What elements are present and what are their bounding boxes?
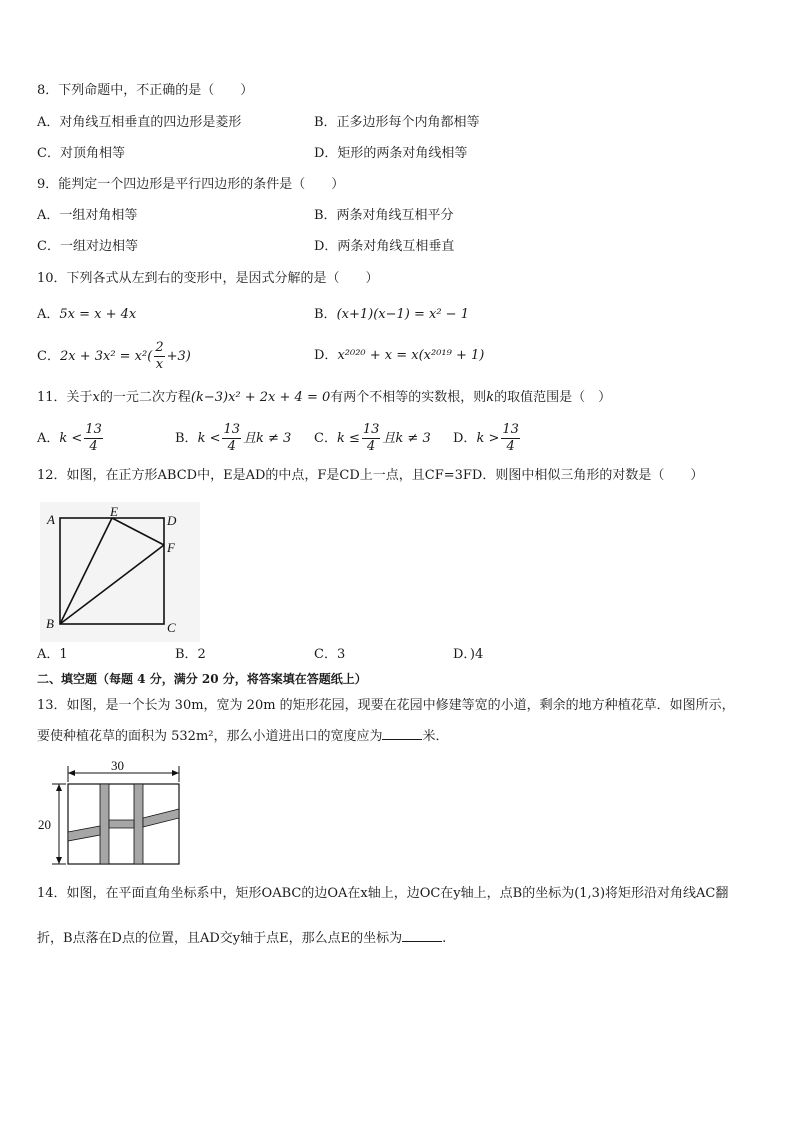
option-label: A． bbox=[37, 307, 60, 322]
q13-line2 bbox=[37, 727, 449, 746]
q12-square-figure bbox=[40, 502, 200, 642]
fraction-numerator: 13 bbox=[502, 422, 519, 437]
option-label: D． bbox=[453, 431, 477, 446]
option-label: B． bbox=[314, 307, 337, 322]
fraction-denominator: x bbox=[155, 357, 164, 372]
q9-option-b: B．两条对角线互相平分 bbox=[314, 208, 454, 223]
label-b: B bbox=[46, 616, 54, 631]
math-expression: k ≤ bbox=[336, 431, 360, 446]
vertical-path bbox=[134, 784, 143, 864]
stem-text: 的取值范围是（ ） bbox=[494, 390, 612, 405]
math-expression: k > bbox=[476, 431, 500, 446]
q9-option-d: D．两条对角线互相垂直 bbox=[314, 239, 455, 254]
q10-option-d bbox=[314, 347, 484, 365]
q8-stem: 8．下列命题中，不正确的是（ ） bbox=[37, 83, 254, 98]
q10-option-b bbox=[314, 306, 469, 324]
q10-option-a bbox=[37, 306, 136, 324]
q11-stem bbox=[37, 389, 611, 407]
fraction-denominator: 4 bbox=[227, 439, 236, 454]
q14-line2 bbox=[37, 929, 446, 948]
stem-text: 折，B点落在D点的位置，且AD交y轴于点E，那么点E的坐标为 bbox=[37, 931, 403, 946]
q11-option-c bbox=[314, 422, 431, 456]
answer-blank bbox=[382, 727, 422, 740]
stem-text: 有两个不相等的实数根，则 bbox=[330, 390, 487, 405]
label-c: C bbox=[167, 620, 176, 635]
fraction-denominator: 4 bbox=[506, 439, 515, 454]
q8-option-c: C．对顶角相等 bbox=[37, 146, 125, 161]
label-d: D bbox=[167, 513, 177, 528]
stem-text: 的一元二次方程 bbox=[99, 390, 191, 405]
fraction bbox=[84, 422, 103, 455]
fraction bbox=[362, 422, 381, 455]
q14-line1: 14．如图，在平面直角坐标系中，矩形OABC的边OA在x轴上，边OC在y轴上，点B的坐标为(1,3)将矩形沿对角线AC翻 bbox=[37, 886, 729, 901]
fraction bbox=[154, 340, 164, 373]
q8-option-d: D．矩形的两条对角线相等 bbox=[314, 146, 468, 161]
option-label: A． bbox=[37, 431, 60, 446]
q8-option-a: A．对角线互相垂直的四边形是菱形 bbox=[37, 115, 242, 130]
q8-option-b: B．正多边形每个内角都相等 bbox=[314, 115, 480, 130]
label-a: A bbox=[47, 512, 55, 527]
fraction-numerator: 2 bbox=[155, 340, 164, 355]
fraction-denominator: 4 bbox=[366, 439, 376, 454]
q12-option-c: C．3 bbox=[314, 647, 346, 662]
fraction-numerator: 13 bbox=[85, 422, 102, 437]
vertical-path bbox=[100, 784, 109, 864]
q11-option-a bbox=[37, 422, 105, 456]
math-expression: +3) bbox=[166, 349, 191, 364]
q13-garden-figure bbox=[38, 756, 188, 868]
stem-text: . bbox=[442, 931, 447, 946]
math-expression: 2x + 3x² = x²( bbox=[59, 349, 153, 364]
section-heading: 二、填空题（每题 4 分，满分 20 分，将答案填在答题纸上） bbox=[37, 672, 367, 686]
option-label: C． bbox=[37, 349, 60, 364]
fraction-numerator: 13 bbox=[223, 422, 241, 437]
math-expression: 5x = x + 4x bbox=[59, 307, 137, 322]
equation: (k−3)x² + 2x + 4 = 0 bbox=[190, 390, 331, 405]
math-expression: x²⁰²⁰ + x = x(x²⁰¹⁹ + 1) bbox=[337, 348, 485, 363]
q10-option-c bbox=[37, 340, 191, 374]
q9-option-a: A．一组对角相等 bbox=[37, 208, 138, 223]
variable: x bbox=[92, 390, 100, 405]
option-label: B． bbox=[175, 431, 198, 446]
label-f: F bbox=[167, 540, 175, 555]
stem-text: 米． bbox=[422, 729, 449, 744]
q11-option-d bbox=[453, 422, 522, 456]
fraction bbox=[222, 422, 241, 455]
q13-line1: 13．如图，是一个长为 30m，宽为 20m 的矩形花园，现要在花园中修建等宽的小道，剩余的地方种植花草．如图所示， bbox=[37, 698, 735, 713]
q12-stem: 12．如图，在正方形ABCD中，E是AD的中点，F是CD上一点，且CF=3FD．则图中相似三角形的对数是（ ） bbox=[37, 468, 704, 483]
fraction bbox=[501, 422, 520, 455]
math-expression: (x+1)(x−1) = x² − 1 bbox=[336, 307, 469, 322]
q10-stem: 10．下列各式从左到右的变形中，是因式分解的是（ ） bbox=[37, 271, 379, 286]
fraction-denominator: 4 bbox=[89, 439, 98, 454]
q12-option-a: A．1 bbox=[37, 647, 68, 662]
width-label: 30 bbox=[111, 758, 124, 773]
horizontal-path bbox=[109, 820, 134, 828]
q9-stem: 9．能判定一个四边形是平行四边形的条件是（ ） bbox=[37, 177, 345, 192]
fraction-numerator: 13 bbox=[362, 422, 380, 437]
math-expression: 且k ≠ 3 bbox=[243, 431, 292, 446]
q12-option-b: B．2 bbox=[175, 647, 206, 662]
option-label: D． bbox=[314, 348, 338, 363]
math-expression: k < bbox=[197, 431, 221, 446]
q12-option-d: D．)4 bbox=[453, 647, 484, 662]
q9-option-c: C．一组对边相等 bbox=[37, 239, 138, 254]
option-label: C． bbox=[314, 431, 337, 446]
height-label: 20 bbox=[38, 817, 51, 832]
math-expression: 且k ≠ 3 bbox=[382, 431, 431, 446]
math-expression: k < bbox=[59, 431, 83, 446]
variable: k bbox=[486, 390, 495, 405]
stem-text: 11．关于 bbox=[37, 390, 93, 405]
answer-blank bbox=[402, 929, 442, 942]
label-e: E bbox=[110, 504, 118, 519]
stem-text: 要使种植花草的面积为 532m²，那么小道进出口的宽度应为 bbox=[37, 729, 383, 744]
q11-option-b bbox=[175, 422, 291, 456]
